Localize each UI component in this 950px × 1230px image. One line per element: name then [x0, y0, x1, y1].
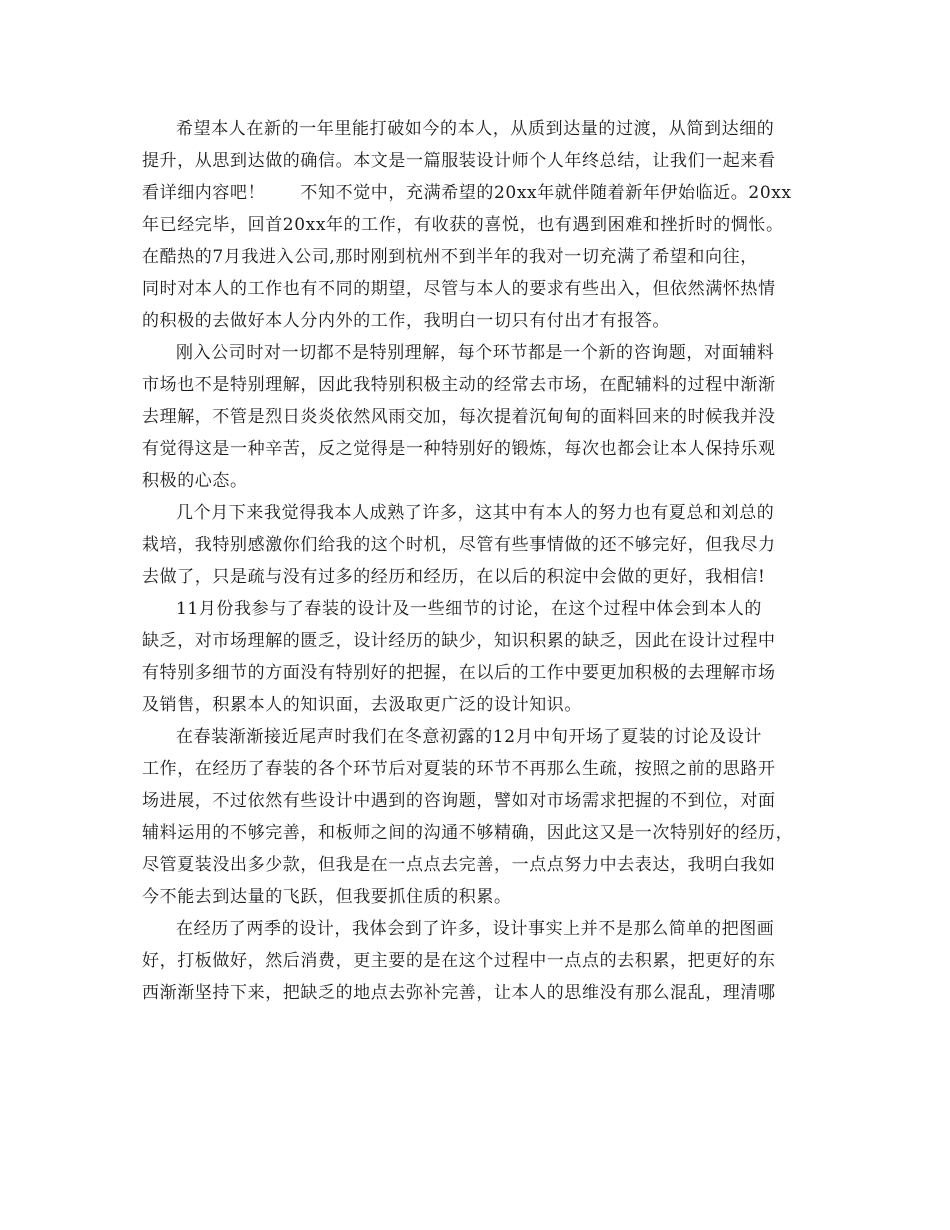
text-line: 今不能去到达量的飞跃，但我要抓住质的积累。 — [142, 887, 512, 907]
document-body — [142, 113, 822, 1009]
text-line: 缺乏，对市场理解的匮乏，设计经历的缺少，知识积累的缺乏，因此在设计过程中 — [142, 631, 776, 651]
text-line: 希望本人在新的一年里能打破如今的本人，从质到达量的过渡，从简到达细的 — [176, 119, 775, 139]
text-line: 积极的心态。 — [142, 471, 248, 491]
text-line: 工作，在经历了春装的各个环节后对夏装的环节不再那么生疏，按照之前的思路开 — [142, 759, 776, 779]
text-line: 尽管夏装没出多少款，但我是在一点点去完善，一点点努力中去表达，我明白我如 — [142, 855, 776, 875]
text-line: 有特别多细节的方面没有特别好的把握，在以后的工作中要更加积极的去理解市场 — [142, 663, 776, 683]
text-line: 在春装渐渐接近尾声时我们在冬意初露的12月中旬开场了夏装的讨论及设计 — [176, 727, 763, 747]
text-line: 去做了，只是疏与没有过多的经历和经历，在以后的积淀中会做的更好，我相信! — [142, 567, 766, 587]
text-line: 在经历了两季的设计，我体会到了许多，设计事实上并不是那么简单的把图画 — [176, 919, 775, 939]
text-line: 去理解，不管是烈日炎炎依然风雨交加，每次提着沉甸甸的面料回来的时候我并没 — [142, 407, 776, 427]
text-line: 提升，从思到达做的确信。本文是一篇服装设计师个人年终总结，让我们一起来看 — [142, 151, 776, 171]
text-line: 同时对本人的工作也有不同的期望，尽管与本人的要求有些出入，但依然满怀热情 — [142, 279, 776, 299]
text-line: 好，打板做好，然后消费，更主要的是在这个过程中一点点的去积累，把更好的东 — [142, 951, 776, 971]
text-line: 11月份我参与了春装的设计及一些细节的讨论，在这个过程中体会到本人的 — [176, 599, 763, 619]
text-line: 栽培，我特别感激你们给我的这个时机，尽管有些事情做的还不够完好，但我尽力 — [142, 535, 776, 555]
text-line: 西渐渐坚持下来，把缺乏的地点去弥补完善，让本人的思维没有那么混乱，理清哪 — [142, 983, 776, 1003]
text-line: 在酷热的7月我进入公司,那时刚到杭州不到半年的我对一切充满了希望和向往， — [142, 247, 758, 267]
text-line: 年已经完毕，回首20xx年的工作，有收获的喜悦，也有遇到困难和挫折时的惆怅。 — [142, 215, 784, 235]
text-line: 辅料运用的不够完善，和板师之间的沟通不够精确，因此这又是一次特别好的经历， — [142, 823, 794, 843]
text-line: 及销售，积累本人的知识面，去汲取更广泛的设计知识。 — [142, 695, 582, 715]
text-line: 市场也不是特别理解，因此我特别积极主动的经常去市场，在配辅料的过程中渐渐 — [142, 375, 776, 395]
text-line: 几个月下来我觉得我本人成熟了许多，这其中有本人的努力也有夏总和刘总的 — [176, 503, 775, 523]
text-line: 刚入公司时对一切都不是特别理解，每个环节都是一个新的咨询题，对面辅料 — [176, 343, 775, 363]
text-line: 场进展，不过依然有些设计中遇到的咨询题，譬如对市场需求把握的不到位，对面 — [142, 791, 776, 811]
text-line: 有觉得这是一种辛苦，反之觉得是一种特别好的锻炼，每次也都会让本人保持乐观 — [142, 439, 776, 459]
text-line: 的积极的去做好本人分内外的工作，我明白一切只有付出才有报答。 — [142, 311, 670, 331]
text-line: 看详细内容吧！ 不知不觉中，充满希望的20xx年就伴随着新年伊始临近。20xx — [142, 183, 792, 203]
